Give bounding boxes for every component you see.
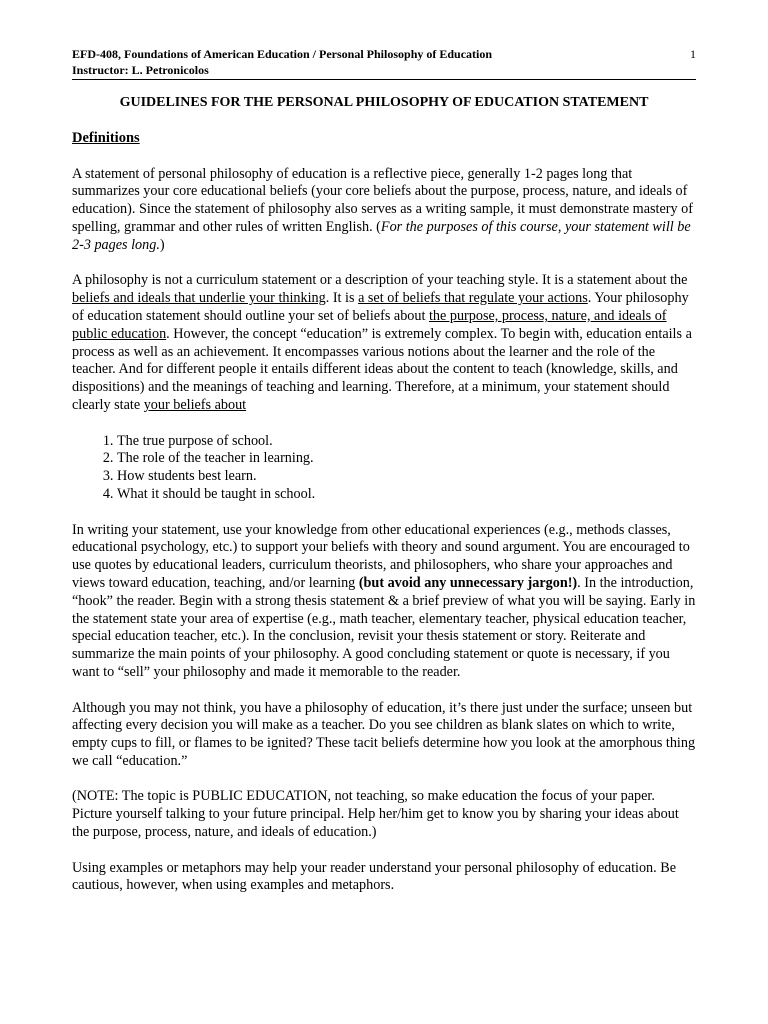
paragraph-note: (NOTE: The topic is PUBLIC EDUCATION, not teaching, so make education the focus of your paper. Picture yourself talking to your future principal. Help her/him get to know you by sharing your ideas about the purpose, process, nature, and ideals of education.) [72,788,679,841]
page-number: 1 [690,47,696,61]
list-item: 1. The true purpose of school. [117,433,696,451]
header-instructor-line: Instructor: L. Petronicolos [72,63,209,77]
bold-jargon-note: (but avoid any unnecessary jargon!) [358,574,578,591]
page-header [72,46,696,80]
list-item: 3. How students best learn. [117,468,696,486]
paragraph-metaphors: Using examples or metaphors may help your reader understand your personal philosophy of education. Be cautious, however, when using examples and metaphors. [72,859,676,894]
paragraph-tacit-beliefs: Although you may not think, you have a philosophy of education, it’s there just under the surface; unseen but affecting every decision you will make as a teacher. Do you see children as blank slates on which to write, empty cups to fill, or flames to be ignited? These tacit beliefs determine how you look at the amorphous thing we call “education.” [72,699,696,769]
paragraph-definition: A statement of personal philosophy of education is a reflective piece, generally 1-2 pages long that summarizes your core educational beliefs (your core beliefs about the purpose, process, nature, and ideals of education). Since the statement of philosophy also serves as a writing sample, it must demonstrate mastery of spelling, grammar and other rules of written English. (For the purposes of this course, your statement will be 2-3 pages long.) [72,165,693,253]
underlined-purpose-process: the purpose, process, nature, and ideals of public education [72,307,667,342]
header-course-line: EFD-408, Foundations of American Education / Personal Philosophy of Education [72,47,493,61]
list-item: 4. What it should be taught in school. [117,486,696,504]
definitions-heading: Definitions [72,130,140,146]
underlined-beliefs-ideals: beliefs and ideals that underlie your thinking [72,290,326,307]
list-item: 2. The role of the teacher in learning. [117,450,696,468]
beliefs-list [72,433,696,504]
italic-length-note: For the purposes of this course, your statement will be 2-3 pages long. [72,218,691,253]
document-title: GUIDELINES FOR THE PERSONAL PHILOSOPHY OF EDUCATION STATEMENT [119,95,649,110]
paragraph-writing: In writing your statement, use your knowledge from other educational experiences (e.g., methods classes, educational psychology, etc.) to support your beliefs with theory and sound argument. You are encouraged to use quotes by educational leaders, curriculum theorists, and philosophers, who share your approaches and views toward education, teaching, and/or learning (but avoid any unnecessary jargon!). In the introduction, “hook” the reader. Begin with a strong thesis statement & a brief preview of what you will be saying. Early in the statement state your area of expertise (e.g., math teacher, elementary teacher, physical education teacher, special education teacher, etc.). In the conclusion, revisit your thesis statement or story. Reiterate and summarize the main points of your philosophy. A good concluding statement or quote is necessary, if you want to “sell” your philosophy and made it memorable to the reader. [72,521,696,680]
paragraph-philosophy: A philosophy is not a curriculum statement or a description of your teaching style. It is a statement about the beliefs and ideals that underlie your thinking. It is a set of beliefs that regulate your actions. Your philosophy of education statement should outline your set of beliefs about the purpose, process, nature, and ideals of public education. However, the concept “education” is extremely complex. To begin with, education entails a process as well as an achievement. It encompasses various notions about the learner and the role of the teacher. And for different people it entails different ideas about the content to teach (knowledge, skills, and dispositions) and the meanings of teaching and learning. Therefore, at a minimum, your statement should clearly state your beliefs about [72,272,692,413]
underlined-beliefs-regulate: a set of beliefs that regulate your actions [358,290,588,307]
underlined-your-beliefs: your beliefs about [143,396,247,413]
document-body [72,130,696,913]
